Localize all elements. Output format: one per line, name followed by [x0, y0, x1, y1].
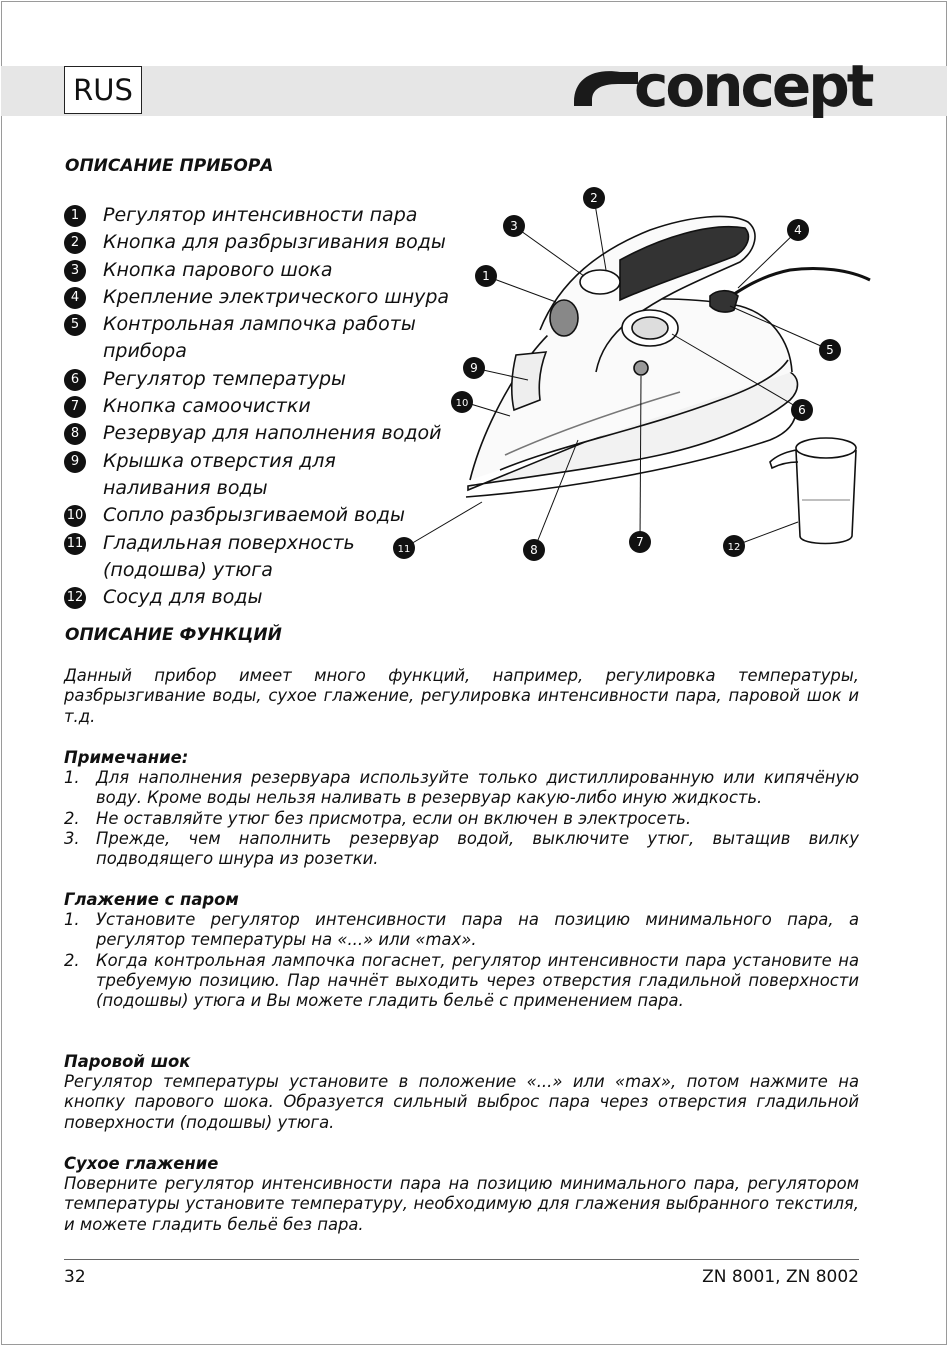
badge-2: 2 [64, 232, 86, 254]
legend-label: Резервуар для наполнения водой [103, 422, 442, 445]
badge-12: 12 [64, 587, 86, 609]
steam-heading: Глажение с паром [64, 890, 239, 909]
section-title-functions: ОПИСАНИЕ ФУНКЦИЙ [65, 625, 282, 645]
legend-label: Кнопка самоочистки [103, 395, 311, 418]
list-item: 1. Установите регулятор интенсивности пара на позицию минимального пара, а регулятор температуры на «...» или «max». [64, 910, 859, 950]
note-heading: Примечание: [64, 748, 189, 767]
callout-9: 9 [470, 361, 478, 375]
badge-6: 6 [64, 369, 86, 391]
badge-1: 1 [64, 205, 86, 227]
list-item: 2. Когда контрольная лампочка погаснет, регулятор интенсивности пара установите на требуемую позицию. Пар начнёт выходить через отверстия гладильной поверхности (подошвы) утюга и Вы можете гладить бельё с применением пара. [64, 950, 859, 1011]
callout-5: 5 [826, 343, 834, 357]
section-title-device: ОПИСАНИЕ ПРИБОРА [65, 156, 274, 176]
language-badge: RUS [64, 66, 142, 114]
legend-label: Регулятор интенсивности пара [103, 204, 418, 226]
note-list [64, 768, 859, 869]
footer-divider [64, 1259, 859, 1260]
callout-12: 12 [727, 542, 741, 553]
shock-heading: Паровой шок [64, 1052, 191, 1071]
iron-diagram [380, 180, 880, 580]
legend-label: Крепление электрического шнура [103, 285, 450, 308]
callout-11: 11 [397, 544, 411, 555]
callout-2: 2 [590, 191, 598, 205]
legend-label: Регулятор температуры [103, 367, 347, 390]
list-item: 3. Прежде, чем наполнить резервуар водой, выключите утюг, вытащив вилку подводящего шнура из розетки. [64, 828, 859, 869]
callout-1: 1 [482, 269, 490, 283]
legend-item [64, 530, 403, 585]
brand-logo [572, 52, 872, 126]
badge-5: 5 [64, 314, 86, 336]
water-cup [796, 450, 856, 544]
intro-paragraph: Данный прибор имеет много функций, например, регулировка температуры, разбрызгивание воды, сухое глажение, регулировка интенсивности пара, паровой шок и т.д. [64, 666, 859, 726]
legend-label: Кнопка для разбрызгивания воды [103, 231, 446, 254]
badge-3: 3 [64, 260, 86, 282]
list-item: 2. Не оставляйте утюг без присмотра, если он включен в электросеть. [64, 808, 692, 828]
callout-6: 6 [798, 403, 806, 417]
power-cord [722, 268, 870, 302]
legend-label: Контрольная лампочка работы прибора [103, 313, 416, 363]
callout-7: 7 [636, 535, 644, 549]
brand-logo-text: concept [634, 52, 872, 120]
dry-heading: Сухое глажение [64, 1154, 219, 1173]
legend-item [64, 584, 504, 611]
dry-paragraph: Поверните регулятор интенсивности пара на позицию минимального пара, регулятором температуры установите температуру, необходимую для глажения выбранного текстиля, и можете гладить бельё без пара. [64, 1174, 859, 1234]
badge-7: 7 [64, 396, 86, 418]
badge-9: 9 [64, 451, 86, 473]
callout-10: 10 [455, 398, 469, 409]
legend-label: Сосуд для воды [103, 586, 263, 609]
model-number: ZN 8001, ZN 8002 [702, 1267, 859, 1287]
page-number: 32 [64, 1267, 86, 1287]
callout-8: 8 [530, 543, 538, 557]
steam-dial-icon [550, 300, 578, 336]
brand-logo-mark-icon [572, 62, 642, 122]
badge-10: 10 [64, 505, 86, 527]
legend-label: Крышка отверстия для наливания воды [103, 449, 336, 499]
callout-3: 3 [510, 219, 518, 233]
shock-paragraph: Регулятор температуры установите в положение «...» или «max», потом нажмите на кнопку парового шока. Образуется сильный выброс пара через отверстия гладильной поверхности (подошвы) утюга. [64, 1072, 859, 1132]
legend-label: Кнопка парового шока [103, 258, 333, 281]
legend-label: Сопло разбрызгиваемой воды [103, 504, 405, 527]
badge-8: 8 [64, 423, 86, 445]
legend-label: Гладильная поверхность (подошва) утюга [103, 531, 355, 581]
steam-list [64, 910, 859, 1011]
badge-4: 4 [64, 287, 86, 309]
callout-4: 4 [794, 223, 802, 237]
list-item: 1. Для наполнения резервуара используйте только дистиллированную или кипячёную воду. Кроме воды нельзя наливать в резервуар какую-либо иную жидкость. [64, 768, 859, 808]
badge-11: 11 [64, 533, 86, 555]
